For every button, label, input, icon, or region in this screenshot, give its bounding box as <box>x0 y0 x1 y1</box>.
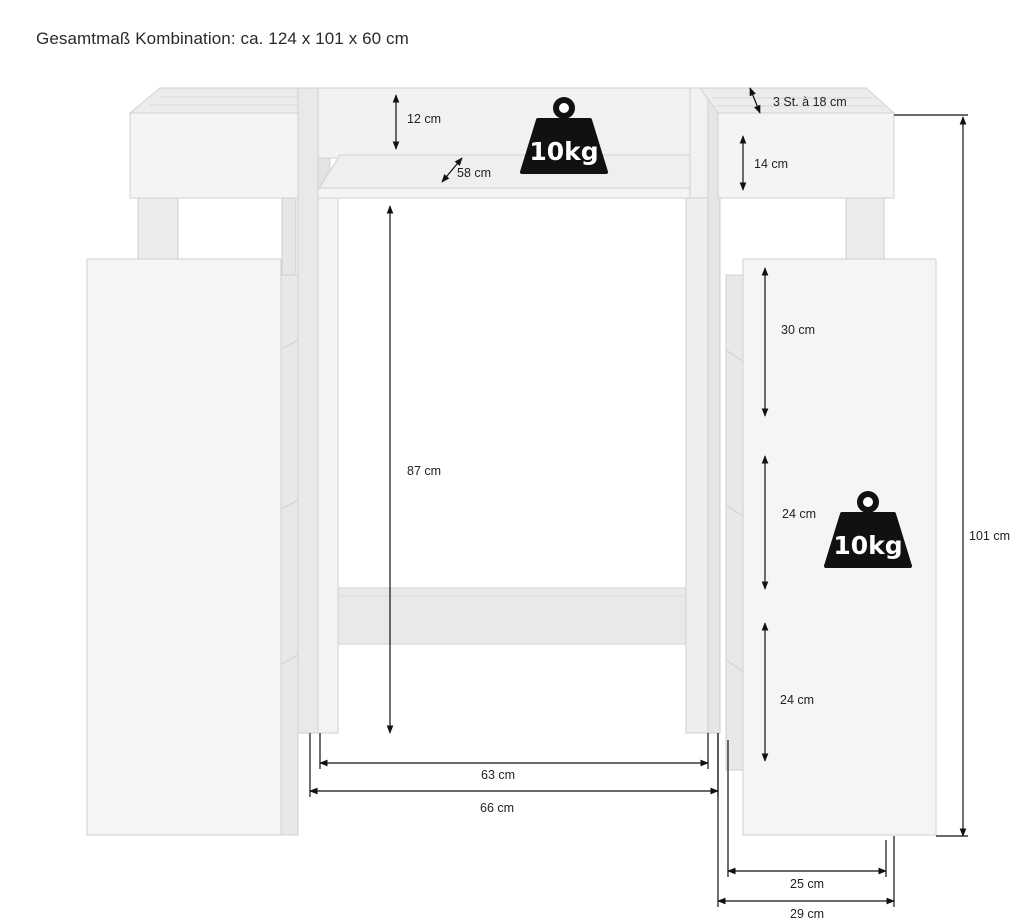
weight-label-top: 10kg <box>529 137 599 166</box>
page-title: Gesamtmaß Kombination: ca. 124 x 101 x 60 cm <box>36 29 409 48</box>
weight-label-side: 10kg <box>833 531 903 560</box>
dim-top-height: 12 cm <box>407 112 442 126</box>
dim-drawer-2: 24 cm <box>782 507 817 521</box>
left-side-unit <box>87 88 330 835</box>
dim-cabinet-width-outer: 29 cm <box>790 907 825 921</box>
right-side-unit <box>700 88 936 835</box>
dim-outer-width: 66 cm <box>480 801 515 815</box>
dim-side-top-height: 14 cm <box>754 157 789 171</box>
dim-cabinet-width-inner: 25 cm <box>790 877 825 891</box>
dim-drawer-1: 30 cm <box>781 323 816 337</box>
dim-inner-height: 87 cm <box>407 464 442 478</box>
dim-side-compartments: 3 St. à 18 cm <box>773 95 847 109</box>
dim-inner-width: 63 cm <box>481 768 516 782</box>
dim-total-height: 101 cm <box>969 529 1010 543</box>
center-desk <box>298 88 720 733</box>
dim-drawer-3: 24 cm <box>780 693 815 707</box>
dim-top-depth: 58 cm <box>457 166 492 180</box>
